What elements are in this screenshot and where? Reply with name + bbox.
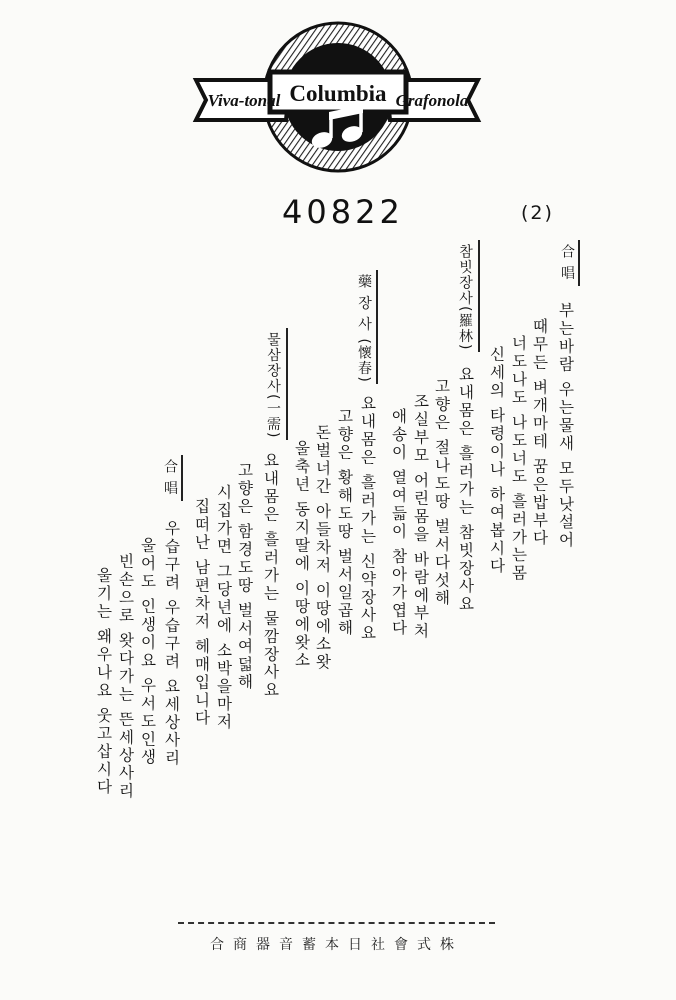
lyric-line: 때무든 벼개마테 꿈은밥부다 xyxy=(530,318,549,548)
logo-right-text: Grafonola xyxy=(395,91,469,110)
lyric-line: 집떠난 남편차저 헤매입니다 xyxy=(192,498,211,728)
lyric-line: 조실부모 어린몸을 바람에부처 xyxy=(411,393,430,641)
lyric-line: 요내몸은 흘러가는 신약장사요 xyxy=(358,395,377,643)
section-header: 合 唱 xyxy=(162,459,178,496)
header-bar xyxy=(286,328,288,440)
lyric-line: 요내몸은 흘러가는 물깜장사요 xyxy=(261,452,280,700)
side-label: (2) xyxy=(521,202,554,224)
lyric-line: 고향은 절나도땅 벌서다섯해 xyxy=(432,378,451,608)
lyric-line: 부는바람 우는물새 모두낫설어 xyxy=(556,302,575,550)
header-bar xyxy=(478,240,480,352)
section-header: 참빗장사(羅林) xyxy=(457,244,473,351)
lyric-line: 신세의 타령이나 하여봅시다 xyxy=(487,346,506,576)
header-bar xyxy=(376,270,378,384)
header-bar xyxy=(578,240,580,286)
section-header: 물삼장사(一需) xyxy=(265,332,281,439)
lyric-line: 울기는 왜우나요 웃고삽시다 xyxy=(94,567,113,797)
lyric-line: 요내몸은 흘러가는 참빗장사요 xyxy=(456,366,475,614)
section-header: 藥 장 사 (懷春) xyxy=(356,274,372,384)
section-header: 合 唱 xyxy=(559,244,575,281)
logo-brand-text: Columbia xyxy=(289,81,387,106)
columbia-logo xyxy=(0,0,676,200)
lyric-line: 고향은 함경도땅 벌서여덟해 xyxy=(235,462,254,692)
lyric-line: 빈손으로 왓다가는 뜬세상사리 xyxy=(116,553,135,801)
header-bar xyxy=(181,455,183,501)
lyric-line: 우습구려 우습구려 요세상사리 xyxy=(162,520,181,768)
lyric-line: 울축년 동지딸에 이땅에왓소 xyxy=(292,440,311,670)
footer-divider xyxy=(178,922,495,924)
publisher-footer: 合商器音蓄本日社會式株 xyxy=(210,937,463,953)
lyric-line: 돈벌너간 아들차저 이땅에소왓 xyxy=(313,424,332,672)
lyric-line: 애송이 열여듧이 참아가엽다 xyxy=(389,408,408,638)
lyric-line: 너도나도 나도너도 흘러가는몸 xyxy=(509,335,528,583)
lyric-line: 고향은 황해도땅 벌서일곱해 xyxy=(335,408,354,638)
record-number: 40822 xyxy=(282,193,404,231)
lyric-line: 울어도 인생이요 우서도인생 xyxy=(138,537,157,767)
logo-left-text: Viva-tonal xyxy=(207,91,281,110)
lyric-line: 시집가면 그당년에 소박을마저 xyxy=(214,484,233,732)
